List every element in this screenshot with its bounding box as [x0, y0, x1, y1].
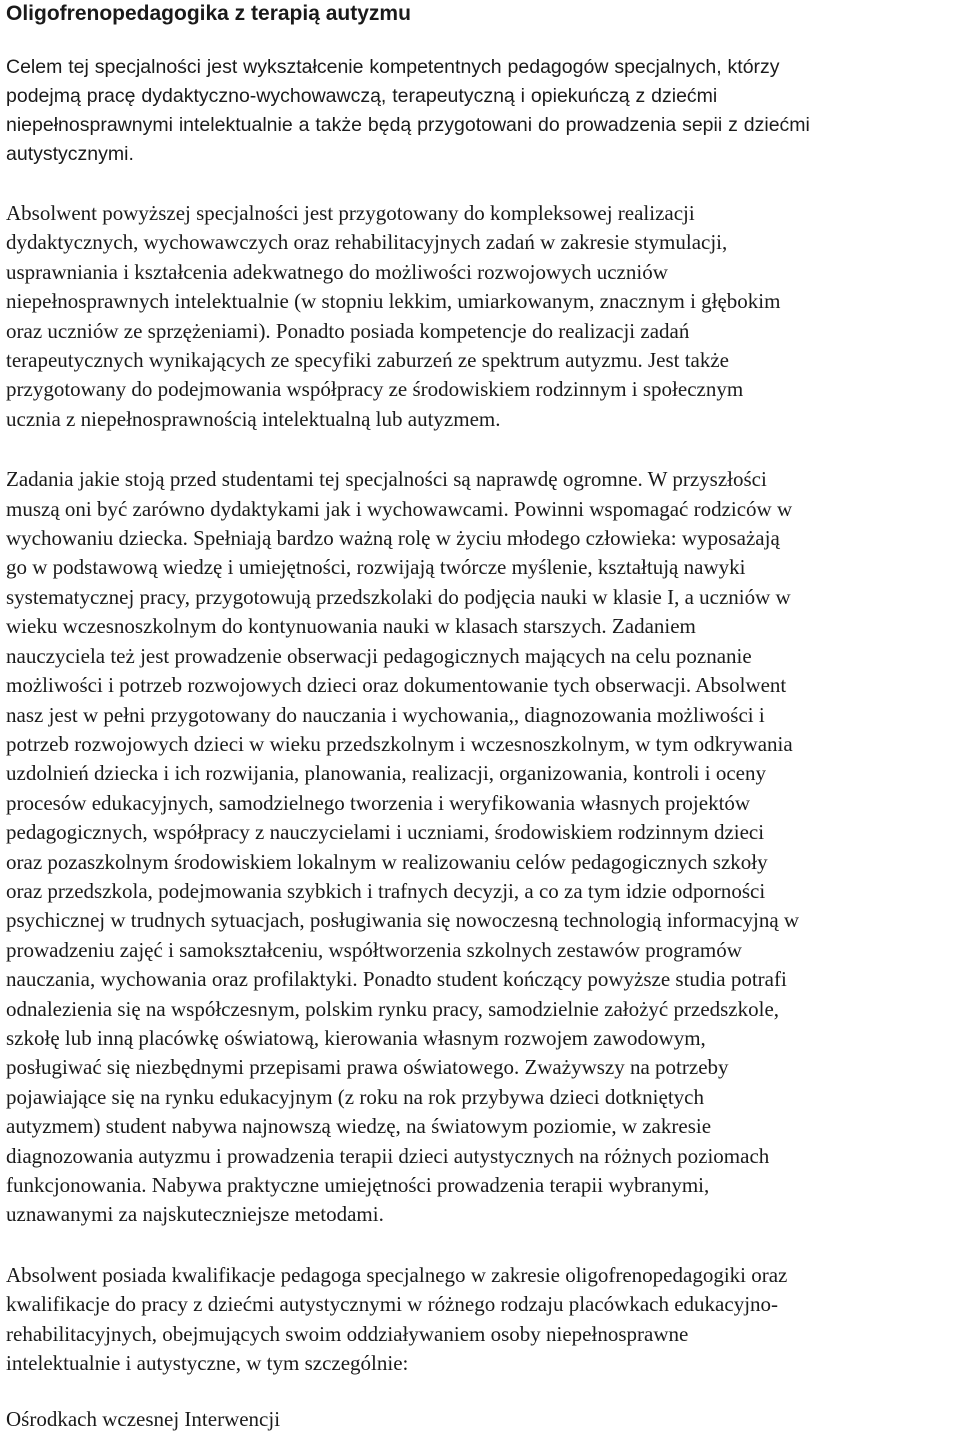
text-line: funkcjonowania. Nabywa praktyczne umiejętności prowadzenia terapii wybranymi,: [6, 1173, 710, 1197]
text-line: dydaktycznych, wychowawczych oraz rehabilitacyjnych zadań w zakresie stymulacji,: [6, 230, 728, 255]
text-line: Celem tej specjalności jest wykształcenie kompetentnych pedagogów specjalnych, którzy: [6, 56, 780, 78]
text-line: wychowaniu dziecka. Spełniają bardzo ważną rolę w życiu młodego człowieka: wyposażają: [6, 526, 780, 551]
text-line: Absolwent powyższej specjalności jest przygotowany do kompleksowej realizacji: [6, 201, 695, 225]
text-line: diagnozowania autyzmu i prowadzenia terapii dzieci autystycznych na różnych poziomach: [6, 1143, 770, 1168]
text-line: autystycznymi.: [6, 143, 134, 165]
text-line: szkołę lub inną placówkę oświatową, kierowania własnym rozwojem zawodowym,: [6, 1025, 706, 1050]
text-line: pojawiające się na rynku edukacyjnym (z roku na rok przybywa dzieci dotkniętych: [6, 1084, 704, 1109]
document-title: Oligofrenopedagogika z terapią autyzmu: [6, 2, 411, 25]
student-tasks-paragraph: [6, 465, 956, 1230]
text-line: autyzmem) student nabywa najnowszą wiedzę, na światowym poziomie, w zakresie: [6, 1114, 712, 1139]
text-line: rehabilitacyjnych, obejmujących swoim oddziaływaniem osoby niepełnosprawne: [6, 1321, 689, 1346]
text-line: kwalifikacje do pracy z dziećmi autystycznymi w różnego rodzaju placówkach edukacyjno-: [6, 1292, 779, 1317]
text-line: oraz pozaszkolnym środowiskiem lokalnym w realizowaniu celów pedagogicznych szkoły: [6, 849, 768, 874]
text-line: muszą oni być zarówno dydaktykami jak i wychowawcami. Powinni wspomagać rodziców w: [6, 496, 793, 521]
text-line: możliwości i potrzeb rozwojowych dzieci oraz dokumentowanie tych obserwacji. Absolwent: [6, 673, 787, 698]
intro-paragraph: [6, 53, 956, 169]
text-line: uznawanymi za najskuteczniejsze metodami.: [6, 1202, 384, 1227]
text-line: nauczyciela też jest prowadzenie obserwacji pedagogicznych mających na celu poznanie: [6, 643, 752, 668]
text-line: oraz przedszkola, podejmowania szybkich i trafnych decyzji, a co za tym idzie odporności: [6, 878, 766, 903]
text-line: podejmą pracę dydaktyczno-wychowawczą, terapeutyczną i opiekuńczą z dziećmi: [6, 85, 718, 107]
text-line: nasz jest w pełni przygotowany do nauczania i wychowania,, diagnozowania możliwości i: [6, 702, 765, 727]
text-line: systematycznej pracy, przygotowują przedszkolaki do podjęcia nauki w klasie I, a uczniów w: [6, 584, 791, 609]
text-line: prowadzeniu zajęć i samokształceniu, współtworzenia szkolnych zestawów programów: [6, 937, 742, 962]
text-line: posługiwać się niezbędnymi przepisami prawa oświatowego. Zważywszy na potrzeby: [6, 1055, 729, 1080]
text-line: niepełnosprawnych intelektualnie (w stopniu lekkim, umiarkowanym, znacznym i głębokim: [6, 289, 781, 314]
text-line: intelektualnie i autystyczne, w tym szczególnie:: [6, 1351, 409, 1376]
text-line: go w podstawową wiedzę i umiejętności, rozwijają twórcze myślenie, kształtują nawyki: [6, 555, 746, 580]
list-item-early-intervention: Ośrodkach wczesnej Interwencji: [6, 1407, 281, 1432]
text-line: uzdolnień dziecka i ich rozwijania, planowania, realizacji, organizowania, kontroli i oceny: [6, 761, 766, 786]
text-line: psychicznej w trudnych sytuacjach, posługiwania się nowoczesną technologią informacyjną w: [6, 908, 800, 933]
text-line: Absolwent posiada kwalifikacje pedagoga specjalnego w zakresie oligofrenopedagogiki oraz: [6, 1262, 788, 1287]
text-line: terapeutycznych wynikających ze specyfiki zaburzeń ze spektrum autyzmu. Jest także: [6, 348, 730, 373]
text-line: ucznia z niepełnosprawnością intelektualną lub autyzmem.: [6, 406, 501, 431]
text-line: pedagogicznych, współpracy z nauczycielami i uczniami, środowiskiem rodzinnym dzieci: [6, 820, 765, 845]
text-line: nauczania, wychowania oraz profilaktyki. Ponadto student kończący powyższe studia potrafi: [6, 967, 787, 992]
text-line: odnalezienia się na współczesnym, polskim rynku pracy, samodzielnie założyć przedszkole,: [6, 996, 780, 1021]
text-line: procesów edukacyjnych, samodzielnego tworzenia i weryfikowania własnych projektów: [6, 790, 751, 815]
document-page: [6, 0, 956, 1435]
text-line: przygotowany do podejmowania współpracy ze środowiskiem rodzinnym i społecznym: [6, 377, 744, 402]
text-line: niepełnosprawnymi intelektualnie a także będą przygotowani do prowadzenia sepii z dziećmi: [6, 114, 810, 136]
text-line: Zadania jakie stoją przed studentami tej specjalności są naprawdę ogromne. W przyszłości: [6, 467, 767, 492]
text-line: wieku wczesnoszkolnym do kontynuowania nauki w klasach starszych. Zadaniem: [6, 614, 696, 639]
text-line: oraz uczniów ze sprzężeniami). Ponadto posiada kompetencje do realizacji zadań: [6, 318, 690, 343]
qualifications-paragraph: [6, 1261, 956, 1379]
graduate-profile-paragraph: [6, 199, 956, 434]
text-line: usprawniania i kształcenia adekwatnego do możliwości rozwojowych uczniów: [6, 259, 668, 284]
text-line: potrzeb rozwojowych dzieci w wieku przedszkolnym i wczesnoszkolnym, w tym odkrywania: [6, 731, 793, 756]
